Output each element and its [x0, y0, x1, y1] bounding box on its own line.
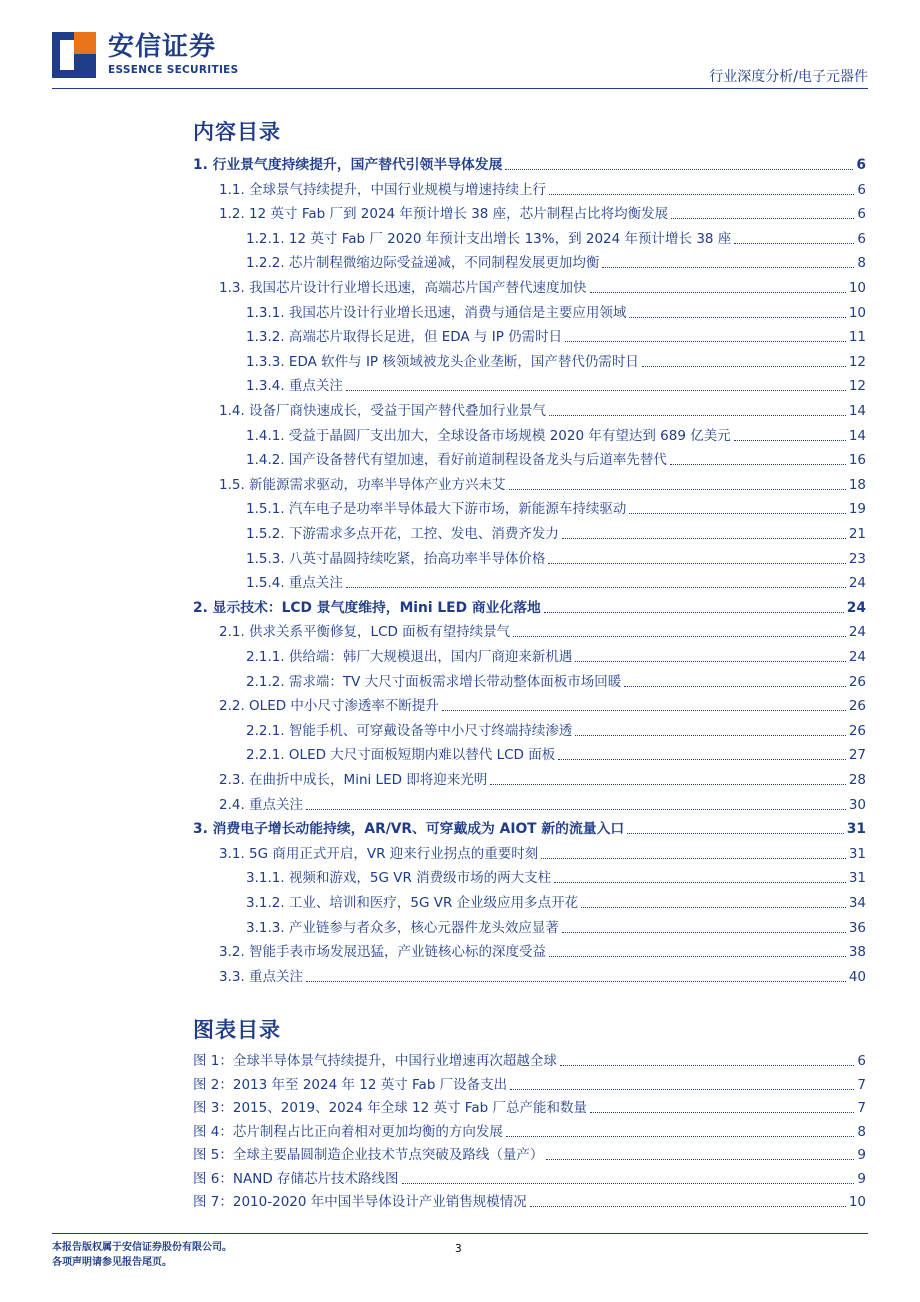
toc-leader-dots [513, 636, 846, 637]
toc-entry-page: 31 [846, 821, 866, 838]
toc-entry-page: 18 [848, 476, 866, 493]
figure-leader-dots [402, 1183, 855, 1184]
toc-entry[interactable] [219, 175, 866, 199]
toc-entry-title: 2.3. 在曲折中成长，Mini LED 即将迎来光明 [219, 772, 488, 788]
toc-leader-dots [642, 366, 846, 367]
toc-leader-dots [548, 563, 845, 564]
toc-entry-page: 26 [848, 673, 866, 690]
toc-leader-dots [602, 267, 854, 268]
toc-entry-page: 21 [848, 526, 866, 542]
toc-entry-page: 31 [848, 845, 866, 862]
toc-entry[interactable] [219, 765, 866, 789]
toc-leader-dots [562, 538, 846, 539]
toc-leader-dots [549, 415, 846, 416]
toc-entry-page: 11 [848, 329, 866, 346]
figure-leader-dots [506, 1136, 855, 1137]
toc-entry-title: 2.2.1. OLED 大尺寸面板短期内难以替代 LCD 面板 [246, 747, 556, 764]
toc-entry[interactable] [246, 347, 866, 371]
toc-entry-title: 1.5. 新能源需求驱动，功率半导体产业方兴未艾 [219, 476, 506, 493]
toc-leader-dots [346, 390, 846, 391]
toc-leader-dots [575, 661, 845, 662]
logo-text-en: ESSENCE SECURITIES [108, 64, 239, 76]
toc-entry-page: 26 [848, 722, 866, 739]
toc-entry-page: 28 [848, 772, 866, 788]
toc-leader-dots [544, 612, 844, 613]
toc-entry-page: 26 [848, 698, 866, 715]
figure-entry-page: 7 [857, 1076, 866, 1093]
toc-entry-title: 1.5.2. 下游需求多点开花，工控、发电、消费齐发力 [246, 526, 559, 542]
toc-entry-title: 1.4.2. 国产设备替代有望加速，看好前道制程设备龙头与后道率先替代 [246, 452, 667, 469]
toc-entry-title: 3.1. 5G 商用正式开启，VR 迎来行业拐点的重要时刻 [219, 845, 539, 862]
toc-leader-dots [627, 833, 844, 834]
toc-entry-page: 6 [857, 181, 866, 198]
header-divider [52, 88, 868, 89]
toc-entry[interactable] [246, 544, 866, 568]
toc-leader-dots [590, 292, 846, 293]
toc-entry[interactable] [193, 593, 866, 617]
toc-entry[interactable] [219, 273, 866, 297]
toc-entry-title: 1.4.1. 受益于晶圆厂支出加大，全球设备市场规模 2020 年有望达到 689 亿美元 [246, 427, 731, 444]
toc-leader-dots [734, 243, 854, 244]
figures-title: 图表目录 [193, 1018, 281, 1042]
toc-entry-title: 2.1.1. 供给端：韩厂大规模退出，国内厂商迎来新机遇 [246, 649, 573, 665]
toc-entry-title: 1.4. 设备厂商快速成长，受益于国产替代叠加行业景气 [219, 403, 547, 419]
figure-entry-page: 9 [857, 1147, 866, 1163]
toc-entry[interactable] [219, 617, 866, 641]
figure-entry[interactable] [193, 1117, 866, 1141]
figure-entry-title: 图 5：全球主要晶圆制造企业技术节点突破及路线（量产） [193, 1147, 544, 1163]
toc-leader-dots [505, 169, 853, 170]
toc-leader-dots [558, 759, 846, 760]
toc-entry-title: 1.3.2. 高端芯片取得长足进，但 EDA 与 IP 仍需时日 [246, 329, 563, 346]
toc-entry[interactable] [219, 962, 866, 986]
toc-entry[interactable] [246, 224, 866, 248]
toc-entry[interactable] [246, 888, 866, 912]
toc-entry-page: 38 [848, 944, 866, 961]
toc-entry[interactable] [193, 150, 866, 174]
figure-entry-title: 图 6：NAND 存储芯片技术路线图 [193, 1170, 399, 1187]
toc-entry-title: 1.3.1. 我国芯片设计行业增长迅速，消费与通信是主要应用领域 [246, 304, 627, 321]
toc-entry[interactable] [246, 494, 866, 518]
figure-entry[interactable] [193, 1187, 866, 1211]
toc-entry-page: 8 [857, 255, 866, 272]
toc-leader-dots [509, 489, 846, 490]
toc-leader-dots [554, 882, 846, 883]
figure-entry-title: 图 3：2015、2019、2024 年全球 12 英寸 Fab 厂总产能和数量 [193, 1100, 587, 1116]
toc-entry-page: 27 [848, 747, 866, 764]
toc-entry[interactable] [246, 568, 866, 592]
toc-entry[interactable] [246, 445, 866, 469]
toc-entry[interactable] [246, 740, 866, 764]
toc-entry-title: 2.1.2. 需求端：TV 大尺寸面板需求增长带动整体面板市场回暖 [246, 673, 622, 690]
logo-text-cn: 安信证券 [108, 32, 217, 62]
toc-leader-dots [671, 218, 854, 219]
toc-entry[interactable] [246, 322, 866, 346]
toc-entry[interactable] [246, 371, 866, 395]
toc-entry[interactable] [246, 248, 866, 272]
report-category: 行业深度分析/电子元器件 [709, 69, 868, 85]
toc-entry[interactable] [246, 913, 866, 937]
toc-entry-page: 34 [848, 895, 866, 911]
toc-entry-title: 1.5.4. 重点关注 [246, 575, 343, 592]
toc-leader-dots [490, 784, 846, 785]
toc-leader-dots [549, 956, 846, 957]
toc-entry[interactable] [246, 298, 866, 322]
toc-leader-dots [670, 464, 846, 465]
toc-entry-page: 24 [848, 649, 866, 665]
toc-entry-page: 10 [848, 280, 866, 296]
toc-entry[interactable] [246, 519, 866, 543]
toc-entry[interactable] [219, 396, 866, 420]
figure-entry-title: 图 1：全球半导体景气持续提升，中国行业增速再次超越全球 [193, 1053, 557, 1069]
toc-entry-title: 3.2. 智能手表市场发展迅猛，产业链核心标的深度受益 [219, 944, 547, 961]
toc-entry-title: 1.2.1. 12 英寸 Fab 厂 2020 年预计支出增长 13%，到 2024 年预计增长 38 座 [246, 230, 732, 247]
toc-entry-title: 3.1.2. 工业、培训和医疗，5G VR 企业级应用多点开花 [246, 895, 579, 911]
toc-entry-page: 23 [848, 550, 866, 567]
toc-leader-dots [306, 809, 846, 810]
toc-entry[interactable] [219, 839, 866, 863]
toc-leader-dots [629, 317, 845, 318]
toc-entry-page: 6 [857, 230, 866, 247]
toc-entry-page: 24 [846, 599, 866, 616]
toc-leader-dots [442, 710, 846, 711]
toc-entry-page: 14 [848, 427, 866, 444]
toc-entry-title: 3.1.3. 产业链参与者众多，核心元器件龙头效应显著 [246, 919, 559, 936]
toc-entry[interactable] [219, 470, 866, 494]
figure-leader-dots [546, 1159, 854, 1160]
figure-entry-page: 8 [857, 1123, 866, 1140]
toc-entry-page: 12 [848, 353, 866, 370]
figure-entry-title: 图 2：2013 年至 2024 年 12 英寸 Fab 厂设备支出 [193, 1076, 508, 1093]
toc-entry-title: 3.1.1. 视频和游戏，5G VR 消费级市场的两大支柱 [246, 870, 552, 887]
toc-leader-dots [306, 981, 846, 982]
toc-entry-title: 1.3.3. EDA 软件与 IP 核领域被龙头企业垄断，国产替代仍需时日 [246, 353, 639, 370]
footer-divider [52, 1233, 868, 1234]
figure-entry-title: 图 4：芯片制程占比正向着相对更加均衡的方向发展 [193, 1123, 503, 1140]
toc-entry[interactable] [219, 790, 866, 814]
toc-entry[interactable] [193, 814, 866, 838]
toc-leader-dots [624, 686, 846, 687]
figure-entry[interactable] [193, 1070, 866, 1094]
toc-entry-page: 6 [856, 157, 866, 173]
toc-leader-dots [575, 735, 845, 736]
toc-entry-title: 2.1. 供求关系平衡修复，LCD 面板有望持续景气 [219, 624, 511, 641]
toc-entry-page: 16 [848, 452, 866, 469]
toc-entry-title: 1.5.1. 汽车电子是功率半导体最大下游市场，新能源车持续驱动 [246, 501, 627, 518]
toc-leader-dots [346, 587, 846, 588]
toc-entry[interactable] [246, 642, 866, 666]
toc-entry-title: 1.5.3. 八英寸晶圆持续吃紧，抬高功率半导体价格 [246, 550, 546, 567]
toc-entry-title: 1. 行业景气度持续提升，国产替代引领半导体发展 [193, 157, 503, 173]
toc-leader-dots [549, 194, 854, 195]
toc-entry-page: 19 [848, 501, 866, 518]
footer-disclaimer [52, 1240, 232, 1270]
figure-entry[interactable] [193, 1046, 866, 1070]
toc-entry[interactable] [219, 937, 866, 961]
toc-entry-page: 30 [848, 796, 866, 813]
toc-leader-dots [581, 907, 846, 908]
disclaimer-notice: 各项声明请参见报告尾页。 [52, 1257, 172, 1268]
figure-leader-dots [590, 1112, 854, 1113]
toc-entry-title: 2.2.1. 智能手机、可穿戴设备等中小尺寸终端持续渗透 [246, 722, 573, 739]
toc-entry[interactable] [246, 863, 866, 887]
toc-entry-page: 10 [848, 304, 866, 321]
toc-entry-page: 24 [848, 575, 866, 592]
toc-entry-title: 3.3. 重点关注 [219, 968, 304, 985]
toc-entry[interactable] [246, 716, 866, 740]
logo-mark-icon [52, 32, 96, 78]
copyright-notice: 本报告版权属于安信证券股份有限公司。 [52, 1242, 232, 1253]
figure-entry-page: 10 [848, 1194, 866, 1210]
figure-leader-dots [510, 1089, 854, 1090]
figure-entry-page: 9 [857, 1170, 866, 1187]
page-number: 3 [455, 1243, 462, 1255]
figure-entry[interactable] [193, 1140, 866, 1164]
toc-entry-title: 2.4. 重点关注 [219, 796, 304, 813]
toc-leader-dots [629, 513, 845, 514]
toc-entry-page: 31 [848, 870, 866, 887]
toc-entry-page: 36 [848, 919, 866, 936]
toc-entry-title: 3. 消费电子增长动能持续，AR/VR、可穿戴成为 AIOT 新的流量入口 [193, 821, 625, 838]
toc-entry[interactable] [219, 691, 866, 715]
toc-entry-page: 14 [848, 403, 866, 419]
toc-entry-title: 1.3.4. 重点关注 [246, 378, 343, 395]
toc-leader-dots [734, 440, 846, 441]
figure-entry[interactable] [193, 1164, 866, 1188]
figure-entry[interactable] [193, 1093, 866, 1117]
toc-title: 内容目录 [193, 120, 281, 144]
toc-entry-title: 1.1. 全球景气持续提升，中国行业规模与增速持续上行 [219, 181, 547, 198]
figure-entry-title: 图 7：2010-2020 年中国半导体设计产业销售规模情况 [193, 1194, 527, 1210]
toc-entry-page: 40 [848, 968, 866, 985]
toc-entry[interactable] [246, 421, 866, 445]
toc-entry-page: 12 [848, 378, 866, 395]
toc-entry-title: 2.2. OLED 中小尺寸渗透率不断提升 [219, 698, 439, 715]
toc-leader-dots [541, 858, 846, 859]
toc-leader-dots [562, 932, 846, 933]
company-logo [52, 32, 242, 82]
toc-entry-title: 1.2. 12 英寸 Fab 厂到 2024 年预计增长 38 座，芯片制程占比将均衡发展 [219, 206, 669, 223]
figure-entry-page: 6 [857, 1053, 866, 1069]
toc-entry-page: 6 [857, 206, 866, 223]
toc-entry-page: 24 [848, 624, 866, 641]
toc-leader-dots [565, 341, 846, 342]
figure-leader-dots [560, 1065, 855, 1066]
toc-entry-title: 2. 显示技术：LCD 景气度维持，Mini LED 商业化落地 [193, 599, 541, 616]
toc-entry-title: 1.2.2. 芯片制程微缩边际受益递减，不同制程发展更加均衡 [246, 255, 600, 272]
toc-entry[interactable] [246, 667, 866, 691]
figure-leader-dots [530, 1206, 846, 1207]
toc-entry-title: 1.3. 我国芯片设计行业增长迅速，高端芯片国产替代速度加快 [219, 280, 587, 296]
figure-entry-page: 7 [857, 1100, 866, 1116]
toc-entry[interactable] [219, 199, 866, 223]
